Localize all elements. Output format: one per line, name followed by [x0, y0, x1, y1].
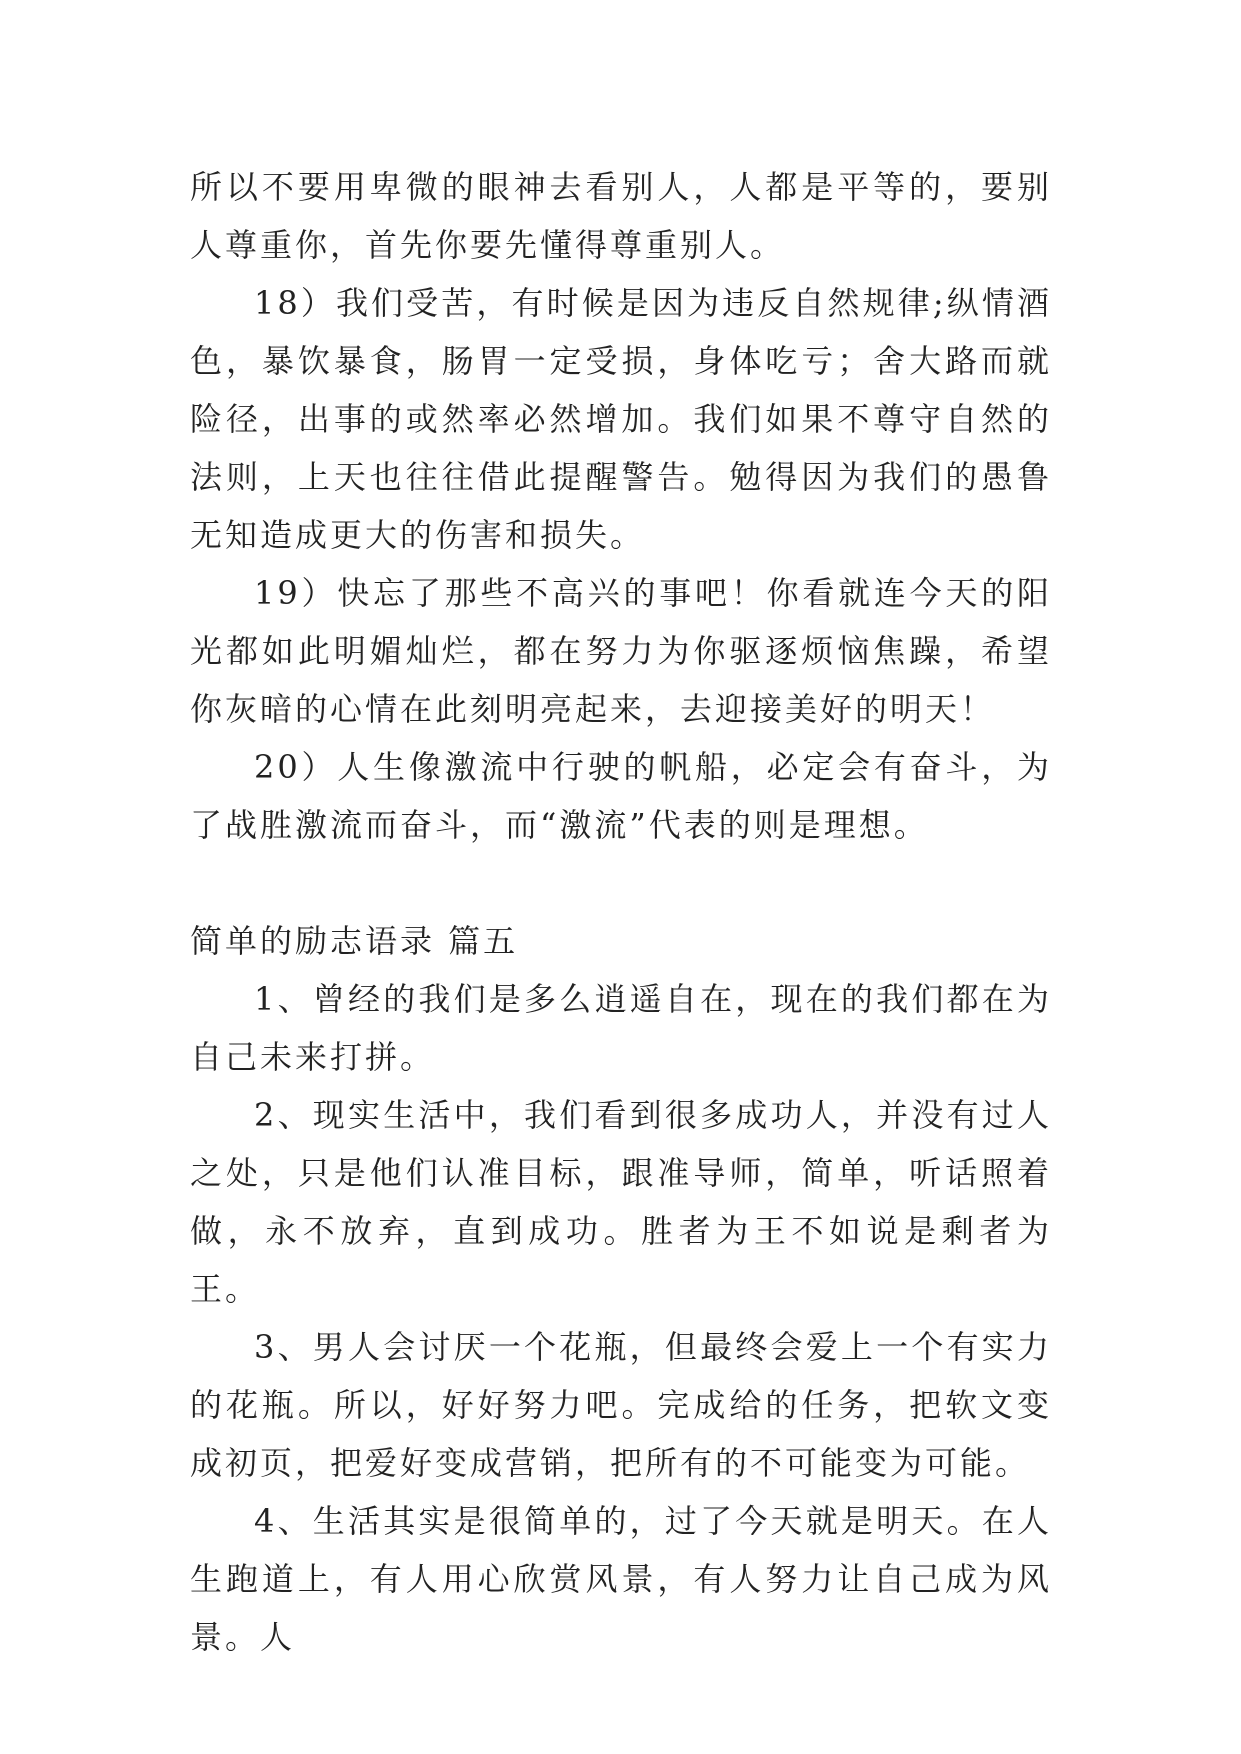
- paragraph-item-3: 3、男人会讨厌一个花瓶，但最终会爱上一个有实力的花瓶。所以，好好努力吧。完成给的任务，把软文变成初页，把爱好变成营销，把所有的不可能变为可能。: [190, 1328, 1052, 1482]
- paragraph-item-2: 2、现实生活中，我们看到很多成功人，并没有过人之处，只是他们认准目标，跟准导师，简单，听话照着做，永不放弃，直到成功。胜者为王不如说是剩者为王。: [190, 1096, 1052, 1308]
- paragraph-item-18: 18）我们受苦，有时候是因为违反自然规律;纵情酒色，暴饮暴食，肠胃一定受损，身体吃亏；舍大路而就险径，出事的或然率必然增加。我们如果不尊守自然的法则，上天也往往借此提醒警告。勉得因为我们的愚鲁无知造成更大的伤害和损失。: [190, 284, 1052, 554]
- paragraph-item-1: 1、曾经的我们是多么逍遥自在，现在的我们都在为自己未来打拼。: [190, 980, 1052, 1076]
- paragraph-item-19: 19）快忘了那些不高兴的事吧！你看就连今天的阳光都如此明媚灿烂，都在努力为你驱逐烦恼焦躁，希望你灰暗的心情在此刻明亮起来，去迎接美好的明天！: [190, 574, 1052, 728]
- document-body: [190, 158, 1052, 1666]
- section-heading: 简单的励志语录 篇五: [190, 922, 519, 960]
- paragraph-continuation: 所以不要用卑微的眼神去看别人，人都是平等的，要别人尊重你，首先你要先懂得尊重别人。: [190, 168, 1052, 264]
- paragraph-item-20: 20）人生像激流中行驶的帆船，必定会有奋斗，为了战胜激流而奋斗，而“激流”代表的则是理想。: [190, 748, 1052, 844]
- paragraph-item-4: 4、生活其实是很简单的，过了今天就是明天。在人生跑道上，有人用心欣赏风景，有人努力让自己成为风景。人: [190, 1502, 1052, 1656]
